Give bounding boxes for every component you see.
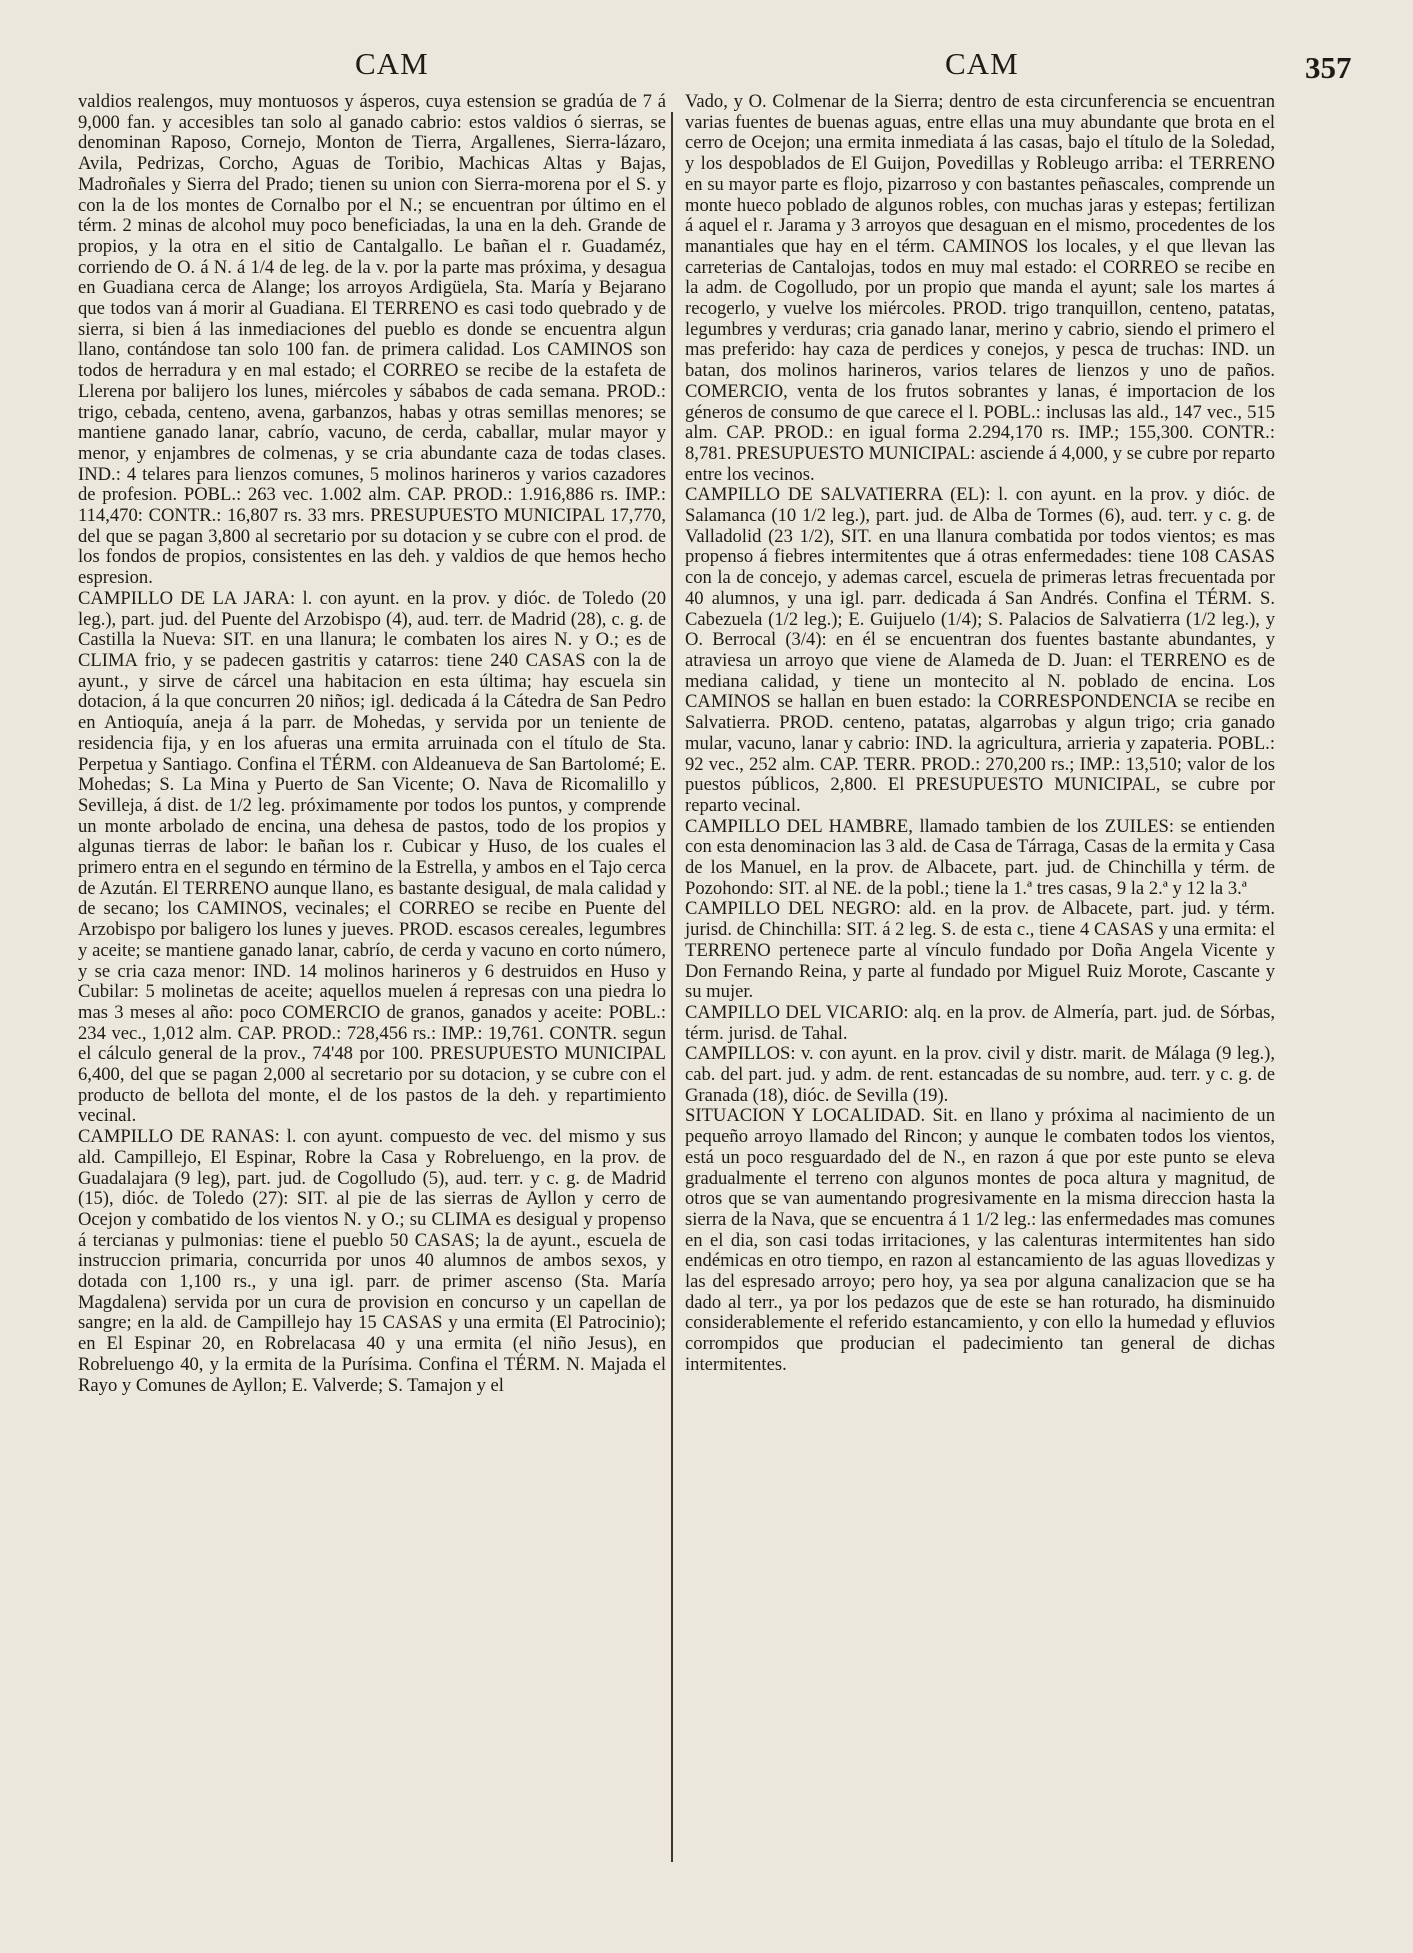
running-head-left: CAM bbox=[355, 46, 429, 81]
left-column bbox=[78, 92, 666, 1396]
page-number: 357 bbox=[1305, 50, 1352, 85]
entry-campillo-de-la-jara: CAMPILLO DE LA JARA: l. con ayunt. en la prov. y dióc. de Toledo (20 leg.), part. jud. del Puente del Arzobispo (4), aud. terr. de Madrid (28), c. g. de Castilla la Nueva: SIT. en una llanura; le combaten los aires N. y O.; es de CLIMA frio, y se padecen gastritis y catarros: tiene 240 CASAS con la de ayunt., y sirve de cárcel una habitacion en esta última; hay escuela sin dotacion, á la que concurren 20 niños; igl. dedicada á la Cátedra de San Pedro en Antioquía, aneja á la parr. de Mohedas, y servida por un teniente de residencia fija, y en los afueras una ermita arruinada con el título de Sta. Perpetua y Santiago. Confina el TÉRM. con Aldeanueva de San Bartolomé; E. Mohedas; S. La Mina y Puerto de San Vicente; O. Nava de Ricomalillo y Sevilleja, á dist. de 1/2 leg. próximamente por todos los puntos, y comprende un monte arbolado de encina, una dehesa de pastos, todo de los propios y algunas tierras de labor: le bañan los r. Cubicar y Huso, de los cuales el primero entra en el segundo en término de la Estrella, y ambos en el Tajo cerca de Azután. El TERRENO aunque llano, es bastante desigual, de mala calidad y de secano; los CAMINOS, vecinales; el CORREO se recibe en Puente del Arzobispo por baligero los lunes y jueves. PROD. escasos cereales, legumbres y aceite; se mantiene ganado lanar, cabrío, de cerda y vacuno en corto número, y se cria caza menor: IND. 14 molinos harineros y 6 destruidos en Huso y Cubilar: 5 molinetas de aceite; aquellos muelen á represas con una piedra lo mas 3 meses al año: poco COMERCIO de granos, ganados y aceite: POBL.: 234 vec., 1,012 alm. CAP. PROD.: 728,456 rs.: IMP.: 19,761. CONTR. segun el cálculo general de la prov., 74'48 por 100. PRESUPUESTO MUNICIPAL 6,400, del que se pagan 2,000 al secretario por su dotacion, y se cubre con el producto de bellota del monte, el de los pastos de la deh. y repartimiento vecinal. bbox=[78, 587, 666, 1127]
column-divider bbox=[671, 112, 673, 1862]
paragraph-situacion: SITUACION Y LOCALIDAD. Sit. en llano y próxima al nacimiento de un pequeño arroyo llamado del Rincon; y aunque le combaten todos los vientos, está un poco resguardado del de N., en razon á que por este punto se eleva gradualmente el terreno con algunos montes de poca altura y magnitud, de otros que se van aumentando progresivamente en la misma direccion hasta la sierra de la Nava, que se encuentra á 1 1/2 leg.: las enfermedades mas comunes en el dia, son casi todas irritaciones, y las calenturas intermitentes han sido endémicas en otro tiempo, en razon al estancamiento de las aguas llovedizas y las del espresado arroyo; pero hoy, ya sea por alguna canalizacion que se ha dado al terr., ya por los pedazos que de este se han roturado, ha disminuido considerablemente el referido estancamiento, y con ello la humedad y efluvios corrompidos que producian el padecimiento tan general de dichas intermitentes. bbox=[685, 1105, 1275, 1375]
entry-campillo-de-ranas: CAMPILLO DE RANAS: l. con ayunt. compuesto de vec. del mismo y sus ald. Campillejo, El Espinar, Robre la Casa y Robreluengo, en la prov. de Guadalajara (9 leg), part. jud. de Cogolludo (5), aud. terr. y c. g. de Madrid (15), dióc. de Toledo (27): SIT. al pie de las sierras de Ayllon y cerro de Ocejon y combatido de los vientos N. y O.; su CLIMA es desigual y propenso á tercianas y pulmonias: tiene el pueblo 50 CASAS; la de ayunt., escuela de instruccion primaria, concurrida por unos 40 alumnos de ambos sexos, y dotada con 1,100 rs., y una igl. parr. de primer ascenso (Sta. María Magdalena) servida por un cura de provision en concurso y un capellan de sangre; en la ald. de Campillejo hay 15 CASAS y una ermita (El Patrocinio); en El Espinar 20, en Robrelacasa 40 y una ermita (el niño Jesus), en Robreluengo 40, y la ermita de la Purísima. Confina el TÉRM. N. Majada el Rayo y Comunes de Ayllon; E. Valverde; S. Tamajon y el bbox=[78, 1126, 666, 1396]
paragraph-valdios: valdios realengos, muy montuosos y ásperos, cuya estension se gradúa de 7 á 9,000 fan. y accesibles tan solo al ganado cabrio: estos valdios ó sierras, se denominan Raposo, Cornejo, Monton de Tierra, Argallenes, Sierra-lázaro, Avila, Pedrizas, Corcho, Aguas de Toribio, Machicas Altas y Bajas, Madroñales y Sierra del Prado; tienen su union con Sierra-morena por el S. y con la de los montes de Cornalbo por el N.; se encuentran por último en el térm. 2 minas de alcohol muy poco beneficiadas, la una en la deh. Grande de propios, y la otra en el sitio de Cantalgallo. Le bañan el r. Guadaméz, corriendo de O. á N. á 1/4 de leg. de la v. por la parte mas próxima, y desagua en Guadiana cerca de Alange; los arroyos Ardigüela, Sta. María y Bejarano que todos van á morir al Guadiana. El TERRENO es casi todo quebrado y de sierra, si bien á las inmediaciones del pueblo es donde se encuentra algun llano, contándose tan solo 100 fan. de primera calidad. Los CAMINOS son todos de herradura y en mal estado; el CORREO se recibe de la estafeta de Llerena por balijero los lunes, miércoles y sábabos de cada semana. PROD.: trigo, cebada, centeno, avena, garbanzos, habas y otras semillas menores; se mantiene ganado lanar, cabrío, vacuno, de cerda, caballar, mular mayor y menor, y enjambres de colmenas, y se cria abundante caza de todas clases. IND.: 4 telares para lienzos comunes, 5 molinos harineros y varios cazadores de profesion. POBL.: 263 vec. 1.002 alm. CAP. PROD.: 1.916,886 rs. IMP.: 114,470: CONTR.: 16,807 rs. 33 mrs. PRESUPUESTO MUNICIPAL 17,770, del que se pagan 3,800 al secretario por su dotacion y se cubre con el prod. de los fondos de propios, consistentes en las deh. y valdios de que hemos hecho espresion. bbox=[78, 91, 666, 589]
running-head-right: CAM bbox=[945, 46, 1019, 81]
entry-campillo-de-salvatierra: CAMPILLO DE SALVATIERRA (EL): l. con ayunt. en la prov. y dióc. de Salamanca (10 1/2 leg.), part. jud. de Alba de Tormes (6), aud. terr. y c. g. de Valladolid (23 1/2), SIT. en una llanura combatida por todos vientos; es mas propenso á fiebres intermitentes que á otras enfermedades: tiene 108 CASAS con la de concejo, y ademas carcel, escuela de primeras letras frecuentada por 40 alumnos, y una igl. parr. dedicada á San Andrés. Confina el TÉRM. S. Cabezuela (1/2 leg.); E. Guijuelo (1/4); S. Palacios de Salvatierra (1/2 leg.), y O. Berrocal (3/4): en él se encuentran dos fuentes bastante abundantes, y atraviesa un arroyo que viene de Alameda de D. Juan: el TERRENO es de mediana calidad, y tiene un montecito al N. poblado de encina. Los CAMINOS se hallan en buen estado: la CORRESPONDENCIA se recibe en Salvatierra. PROD. centeno, patatas, algarrobas y algun trigo; cria ganado mular, vacuno, lanar y cabrio: IND. la agricultura, arrieria y zapateria. POBL.: 92 vec., 252 alm. CAP. TERR. PROD.: 270,200 rs.; IMP.: 13,510; valor de los puestos públicos, 2,800. El PRESUPUESTO MUNICIPAL, se cubre por reparto vecinal. bbox=[685, 484, 1275, 816]
entry-campillos: CAMPILLOS: v. con ayunt. en la prov. civil y distr. marit. de Málaga (9 leg.), cab. del part. jud. y adm. de rent. estancadas de su nombre, aud. terr. y c. g. de Granada (18), dióc. de Sevilla (19). bbox=[685, 1043, 1275, 1106]
entry-campillo-del-negro: CAMPILLO DEL NEGRO: ald. en la prov. de Albacete, part. jud. y térm. jurisd. de Chinchilla: SIT. á 2 leg. S. de esta c., tiene 4 CASAS y una ermita: el TERRENO pertenece parte al vínculo fundado por Doña Angela Vicente y Don Fernando Reina, y parte al fundado por Miguel Ruiz Morote, Cascante y su mujer. bbox=[685, 898, 1275, 1003]
entry-campillo-del-hambre: CAMPILLO DEL HAMBRE, llamado tambien de los ZUILES: se entienden con esta denominacion las 3 ald. de Casa de Tárraga, Casas de la ermita y Casa de los Manuel, en la prov. de Albacete, part. jud. de Chinchilla y térm. de Pozohondo: SIT. al NE. de la pobl.; tiene la 1.ª tres casas, 9 la 2.ª y 12 la 3.ª bbox=[685, 815, 1275, 899]
right-column bbox=[685, 92, 1275, 1376]
paragraph-vado: Vado, y O. Colmenar de la Sierra; dentro de esta circunferencia se encuentran varias fuentes de buenas aguas, entre ellas una muy abundante que brota en el cerro de Ocejon; una ermita inmediata á las casas, bajo el título de la Soledad, y los despoblados de El Guijon, Povedillas y Robleugo arriba: el TERRENO en su mayor parte es flojo, pizarroso y con bastantes peñascales, comprende un monte hueco poblado de algunos robles, con muchas jaras y estepas; fertilizan á aquel el r. Jarama y 3 arroyos que desaguan en el mismo, procedentes de los manantiales que hay en el térm. CAMINOS los locales, y el que llevan las carreterias de Cantalojas, todos en muy mal estado: el CORREO se recibe en la adm. de Cogolludo, por un propio que manda el ayunt; sale los martes á recogerlo, y vuelve los miércoles. PROD. trigo tranquillon, centeno, patatas, legumbres y verduras; cria ganado lanar, merino y cabrio, siendo el primero el mas preferido: hay caza de perdices y conejos, y pesca de truchas: IND. un batan, dos molinos harineros, varios telares de lienzos y uno de paños. COMERCIO, venta de los frutos sobrantes y lanas, é importacion de los géneros de consumo de que carece el l. POBL.: inclusas las ald., 147 vec., 515 alm. CAP. PROD.: en igual forma 2.294,170 rs. IMP.; 155,300. CONTR.: 8,781. PRESUPUESTO MUNICIPAL: asciende á 4,000, y se cubre por reparto entre los vecinos. bbox=[685, 91, 1275, 485]
entry-campillo-del-vicario: CAMPILLO DEL VICARIO: alq. en la prov. de Almería, part. jud. de Sórbas, térm. jurisd. de Tahal. bbox=[685, 1001, 1275, 1044]
